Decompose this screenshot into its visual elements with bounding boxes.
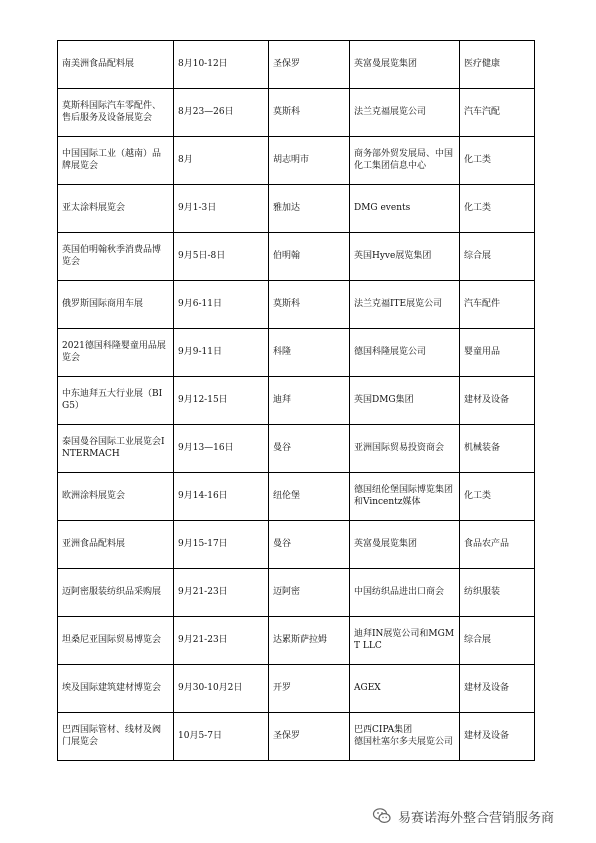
exhibition-category-cell: 机械装备 [460,425,535,473]
table-row [58,281,535,329]
exhibition-organizer-cell: 中国纺织品进出口商会 [350,569,460,617]
exhibition-organizer-cell: 德国科隆展览公司 [350,329,460,377]
exhibition-name-cell: 欧洲涂料展览会 [58,473,174,521]
table-row [58,377,535,425]
wechat-icon [372,806,392,826]
exhibition-date-cell: 8月10-12日 [174,41,269,89]
exhibition-name-cell: 莫斯科国际汽车零配件、售后服务及设备展览会 [58,89,174,137]
exhibition-city-cell: 曼谷 [269,521,350,569]
table-row [58,137,535,185]
table-row [58,617,535,665]
exhibition-city-cell: 胡志明市 [269,137,350,185]
exhibition-city-cell: 雅加达 [269,185,350,233]
exhibition-date-cell: 9月21-23日 [174,569,269,617]
watermark-text: 易赛诺海外整合营销服务商 [398,810,555,826]
exhibition-city-cell: 纽伦堡 [269,473,350,521]
exhibition-date-cell: 9月12-15日 [174,377,269,425]
exhibition-city-cell: 迪拜 [269,377,350,425]
exhibition-category-cell: 建材及设备 [460,377,535,425]
exhibition-category-cell: 食品农产品 [460,521,535,569]
table-row [58,569,535,617]
exhibition-organizer-cell: 商务部外贸发展局、中国化工集团信息中心 [350,137,460,185]
exhibition-category-cell: 建材及设备 [460,713,535,761]
table-row [58,473,535,521]
exhibition-name-cell: 坦桑尼亚国际贸易博览会 [58,617,174,665]
exhibition-category-cell: 汽车配件 [460,281,535,329]
exhibition-name-cell: 亚太涂料展览会 [58,185,174,233]
exhibition-date-cell: 8月23—26日 [174,89,269,137]
exhibition-category-cell: 化工类 [460,185,535,233]
exhibition-date-cell: 9月9-11日 [174,329,269,377]
exhibition-name-cell: 英国伯明翰秋季消费品博览会 [58,233,174,281]
exhibition-name-cell: 中国国际工业（越南）品牌展览会 [58,137,174,185]
exhibition-category-cell: 化工类 [460,137,535,185]
exhibition-organizer-cell: AGEX [350,665,460,713]
table-row [58,521,535,569]
exhibition-organizer-cell: 亚洲国际贸易投资商会 [350,425,460,473]
exhibition-name-cell: 2021德国科隆婴童用品展览会 [58,329,174,377]
exhibition-date-cell: 9月1-3日 [174,185,269,233]
table-row [58,89,535,137]
exhibition-date-cell: 9月5日-8日 [174,233,269,281]
exhibition-name-cell: 埃及国际建筑建材博览会 [58,665,174,713]
table-row [58,41,535,89]
exhibition-organizer-cell: 法兰克福ITE展览公司 [350,281,460,329]
exhibition-category-cell: 综合展 [460,617,535,665]
exhibition-table [57,40,535,761]
exhibition-organizer-cell: 英国Hyve展览集团 [350,233,460,281]
exhibition-name-cell: 亚洲食品配料展 [58,521,174,569]
exhibition-city-cell: 伯明翰 [269,233,350,281]
exhibition-organizer-cell: 迪拜IN展览公司和MGMT LLC [350,617,460,665]
watermark [372,803,584,829]
exhibition-name-cell: 俄罗斯国际商用车展 [58,281,174,329]
table-row [58,185,535,233]
table-row [58,329,535,377]
exhibition-date-cell: 9月13—16日 [174,425,269,473]
exhibition-city-cell: 迈阿密 [269,569,350,617]
exhibition-organizer-cell: 英国DMG集团 [350,377,460,425]
exhibition-date-cell: 9月30-10月2日 [174,665,269,713]
exhibition-organizer-cell: 法兰克福展览公司 [350,89,460,137]
exhibition-city-cell: 曼谷 [269,425,350,473]
table-row [58,425,535,473]
exhibition-category-cell: 汽车汽配 [460,89,535,137]
table-row [58,665,535,713]
exhibition-name-cell: 泰国曼谷国际工业展览会INTERMACH [58,425,174,473]
exhibition-category-cell: 婴童用品 [460,329,535,377]
exhibition-organizer-cell: 英富曼展览集团 [350,41,460,89]
exhibition-category-cell: 化工类 [460,473,535,521]
exhibition-organizer-cell: 巴西CIPA集团 德国杜塞尔多夫展览公司 [350,713,460,761]
exhibition-category-cell: 综合展 [460,233,535,281]
exhibition-name-cell: 迈阿密服装纺织品采购展 [58,569,174,617]
exhibition-city-cell: 开罗 [269,665,350,713]
exhibition-city-cell: 莫斯科 [269,281,350,329]
table-row [58,233,535,281]
exhibition-category-cell: 建材及设备 [460,665,535,713]
exhibition-date-cell: 9月6-11日 [174,281,269,329]
exhibition-organizer-cell: 德国纽伦堡国际博览集团和Vincentz媒体 [350,473,460,521]
exhibition-city-cell: 莫斯科 [269,89,350,137]
exhibition-date-cell: 8月 [174,137,269,185]
exhibition-table-body [58,41,535,761]
exhibition-organizer-cell: DMG events [350,185,460,233]
exhibition-city-cell: 科隆 [269,329,350,377]
table-row [58,713,535,761]
exhibition-date-cell: 9月15-17日 [174,521,269,569]
exhibition-category-cell: 纺织服装 [460,569,535,617]
exhibition-name-cell: 中东迪拜五大行业展（BIG5） [58,377,174,425]
exhibition-date-cell: 10月5-7日 [174,713,269,761]
exhibition-city-cell: 达累斯萨拉姆 [269,617,350,665]
exhibition-organizer-cell: 英富曼展览集团 [350,521,460,569]
exhibition-city-cell: 圣保罗 [269,41,350,89]
exhibition-city-cell: 圣保罗 [269,713,350,761]
exhibition-date-cell: 9月21-23日 [174,617,269,665]
exhibition-category-cell: 医疗健康 [460,41,535,89]
exhibition-date-cell: 9月14-16日 [174,473,269,521]
exhibition-name-cell: 南美洲食品配料展 [58,41,174,89]
exhibition-name-cell: 巴西国际管材、线材及阀门展览会 [58,713,174,761]
